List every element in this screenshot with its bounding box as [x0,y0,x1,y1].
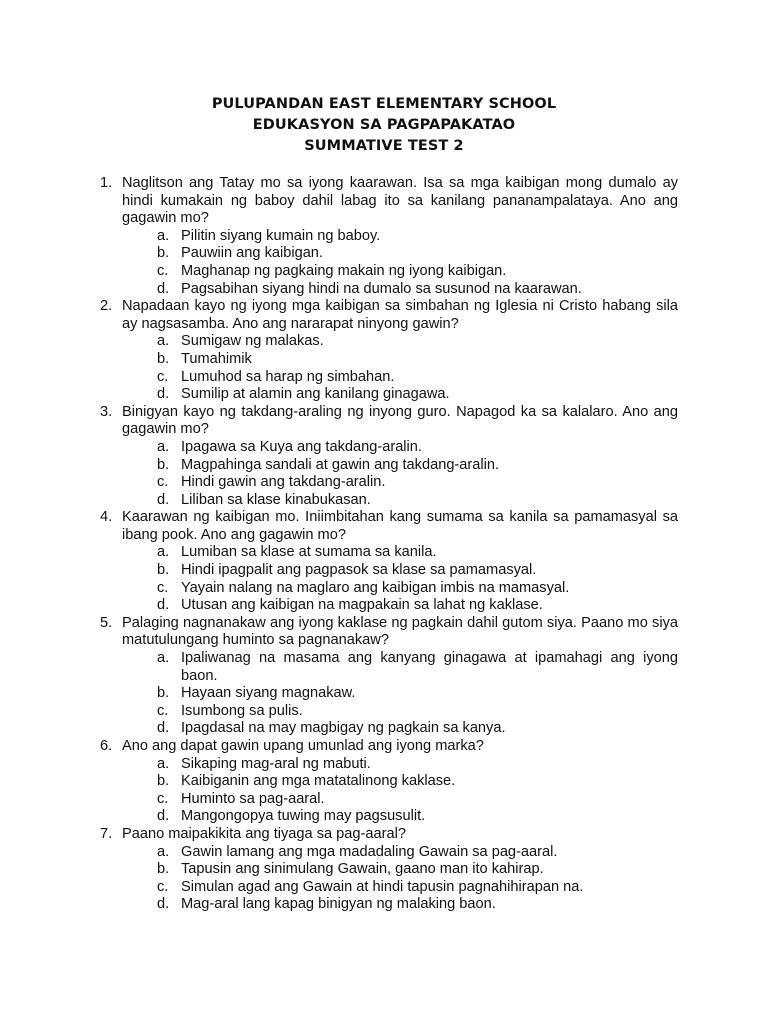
option-letter: d. [157,386,170,403]
option-letter: c. [157,790,169,807]
school-name: PULUPANDAN EAST ELEMENTARY SCHOOL [211,96,557,112]
question-list [0,175,768,914]
answer-option [0,580,678,598]
subject-title: EDUKASYON SA PAGPAPAKATAO [252,117,516,133]
option-letter: b. [157,562,170,579]
answer-option [0,879,678,897]
answer-option [0,896,678,914]
question-item [0,615,678,738]
option-letter: a. [157,227,170,244]
question-number: 7. [100,825,113,842]
answer-option [0,281,678,299]
option-letter: c. [157,702,169,719]
question-stem: Ano ang dapat gawin upang umunlad ang iyong marka? [122,738,484,754]
question-stem: Binigyan kayo ng takdang-araling ng inyong guro. Napagod ka sa kalalaro. Ano ang gagawin mo? [122,403,678,438]
answer-option [0,597,678,615]
option-text: Sikaping mag-aral ng mabuti. [181,755,371,772]
document-header [0,94,768,157]
option-letter: a. [157,438,170,455]
answer-option [0,457,678,475]
question-item [0,175,678,298]
option-text: Ipagdasal na may magbigay ng pagkain sa kanya. [181,720,506,737]
question-item [0,298,678,404]
option-text: Tumahimik [181,350,252,367]
question-number: 2. [100,298,113,315]
option-letter: a. [157,843,170,860]
option-list [122,544,678,614]
option-text: Mangongopya tuwing may pagsusulit. [181,808,426,825]
option-letter: a. [157,544,170,561]
option-letter: b. [157,245,170,262]
option-text: Pilitin siyang kumain ng baboy. [181,227,381,244]
answer-option [0,756,678,774]
answer-option [0,386,678,404]
option-letter: b. [157,861,170,878]
answer-option [0,685,678,703]
answer-option [0,773,678,791]
option-letter: b. [157,350,170,367]
option-text: Hindi gawin ang takdang-aralin. [181,474,386,491]
answer-option [0,351,678,369]
question-item [0,738,678,826]
option-letter: a. [157,650,170,667]
option-text: Pauwiin ang kaibigan. [181,245,323,262]
question-stem: Paano maipakikita ang tiyaga sa pag-aaral? [122,825,406,842]
option-letter: c. [157,368,169,385]
answer-option [0,650,678,685]
question-stem: Napadaan kayo ng iyong mga kaibigan sa simbahan ng Iglesia ni Cristo habang sila ay nagsasamba. Ano ang nararapat ninyong gawin? [122,298,678,332]
option-letter: a. [157,333,170,350]
answer-option [0,439,678,457]
option-list [122,228,678,298]
option-text: Sumilip at alamin ang kanilang ginagawa. [181,386,450,403]
answer-option [0,245,678,263]
question-item [0,509,678,615]
option-list [122,844,678,914]
answer-option [0,703,678,721]
option-list [122,439,678,509]
option-list [122,756,678,826]
answer-option [0,791,678,809]
option-text: Sumigaw ng malakas. [181,333,324,350]
option-text: Utusan ang kaibigan na magpakain sa lahat ng kaklase. [181,597,543,614]
option-text: Kaibiganin ang mga matatalinong kaklase. [181,773,456,790]
option-text: Hayaan siyang magnakaw. [181,685,356,702]
option-letter: d. [157,597,170,614]
answer-option [0,228,678,246]
answer-option [0,808,678,826]
option-letter: d. [157,808,170,825]
option-letter: c. [157,474,169,491]
option-text: Isumbong sa pulis. [181,702,303,719]
question-number: 6. [100,738,113,754]
option-letter: c. [157,878,169,895]
answer-option [0,492,678,510]
answer-option [0,333,678,351]
option-text: Ipagawa sa Kuya ang takdang-aralin. [181,438,422,455]
option-letter: b. [157,456,170,473]
answer-option [0,720,678,738]
question-item [0,826,678,914]
answer-option [0,263,678,281]
answer-option [0,544,678,562]
option-letter: c. [157,262,169,279]
option-text: Yayain nalang na maglaro ang kaibigan imbis na mamasyal. [181,579,570,596]
option-letter: d. [157,896,170,913]
question-number: 3. [100,403,113,420]
question-number: 4. [100,509,113,526]
option-text: Pagsabihan siyang hindi na dumalo sa susunod na kaarawan. [181,280,582,297]
option-text: Mag-aral lang kapag binigyan ng malaking baon. [181,896,496,913]
option-text: Tapusin ang sinimulang Gawain, gaano man ito kahirap. [181,861,544,878]
option-list [122,333,678,403]
question-number: 1. [100,175,113,191]
answer-option [0,562,678,580]
option-text: Liliban sa klase kinabukasan. [181,491,371,508]
option-letter: d. [157,280,170,297]
question-stem: Kaarawan ng kaibigan mo. Iniimbitahan kang sumama sa kanila sa pamamasyal sa ibang pook. Ano ang gagawin mo? [122,509,678,543]
option-text: Huminto sa pag-aaral. [181,790,325,807]
answer-option [0,844,678,862]
option-text: Lumuhod sa harap ng simbahan. [181,368,395,385]
option-text: Lumiban sa klase at sumama sa kanila. [181,544,437,561]
option-text: Maghanap ng pagkaing makain ng iyong kaibigan. [181,262,507,279]
answer-option [0,369,678,387]
option-list [122,650,678,738]
option-text: Simulan agad ang Gawain at hindi tapusin pagnahihirapan na. [181,878,584,895]
question-stem: Palaging nagnanakaw ang iyong kaklase ng pagkain dahil gutom siya. Paano mo siya matutulungang huminto sa pagnanakaw? [122,614,678,649]
option-text: Hindi ipagpalit ang pagpasok sa klase sa pamamasyal. [181,562,537,579]
option-letter: b. [157,773,170,790]
answer-option [0,474,678,492]
question-stem: Naglitson ang Tatay mo sa iyong kaarawan. Isa sa mga kaibigan mong dumalo ay hindi kumakain ng baboy dahil labag ito sa kanilang pananampalataya. Ano ang gagawin mo? [122,175,678,227]
option-letter: a. [157,755,170,772]
option-letter: b. [157,685,170,702]
answer-option [0,861,678,879]
option-letter: c. [157,579,169,596]
option-text: Magpahinga sandali at gawin ang takdang-aralin. [181,456,500,473]
option-text: Gawin lamang ang mga madadaling Gawain sa pag-aaral. [181,843,558,860]
question-number: 5. [100,614,113,631]
test-title: SUMMATIVE TEST 2 [304,138,464,154]
option-letter: d. [157,720,170,737]
option-text: Ipaliwanag na masama ang kanyang ginagawa at ipamahagi ang iyong baon. [181,650,678,684]
option-letter: d. [157,491,170,508]
question-item [0,404,678,510]
